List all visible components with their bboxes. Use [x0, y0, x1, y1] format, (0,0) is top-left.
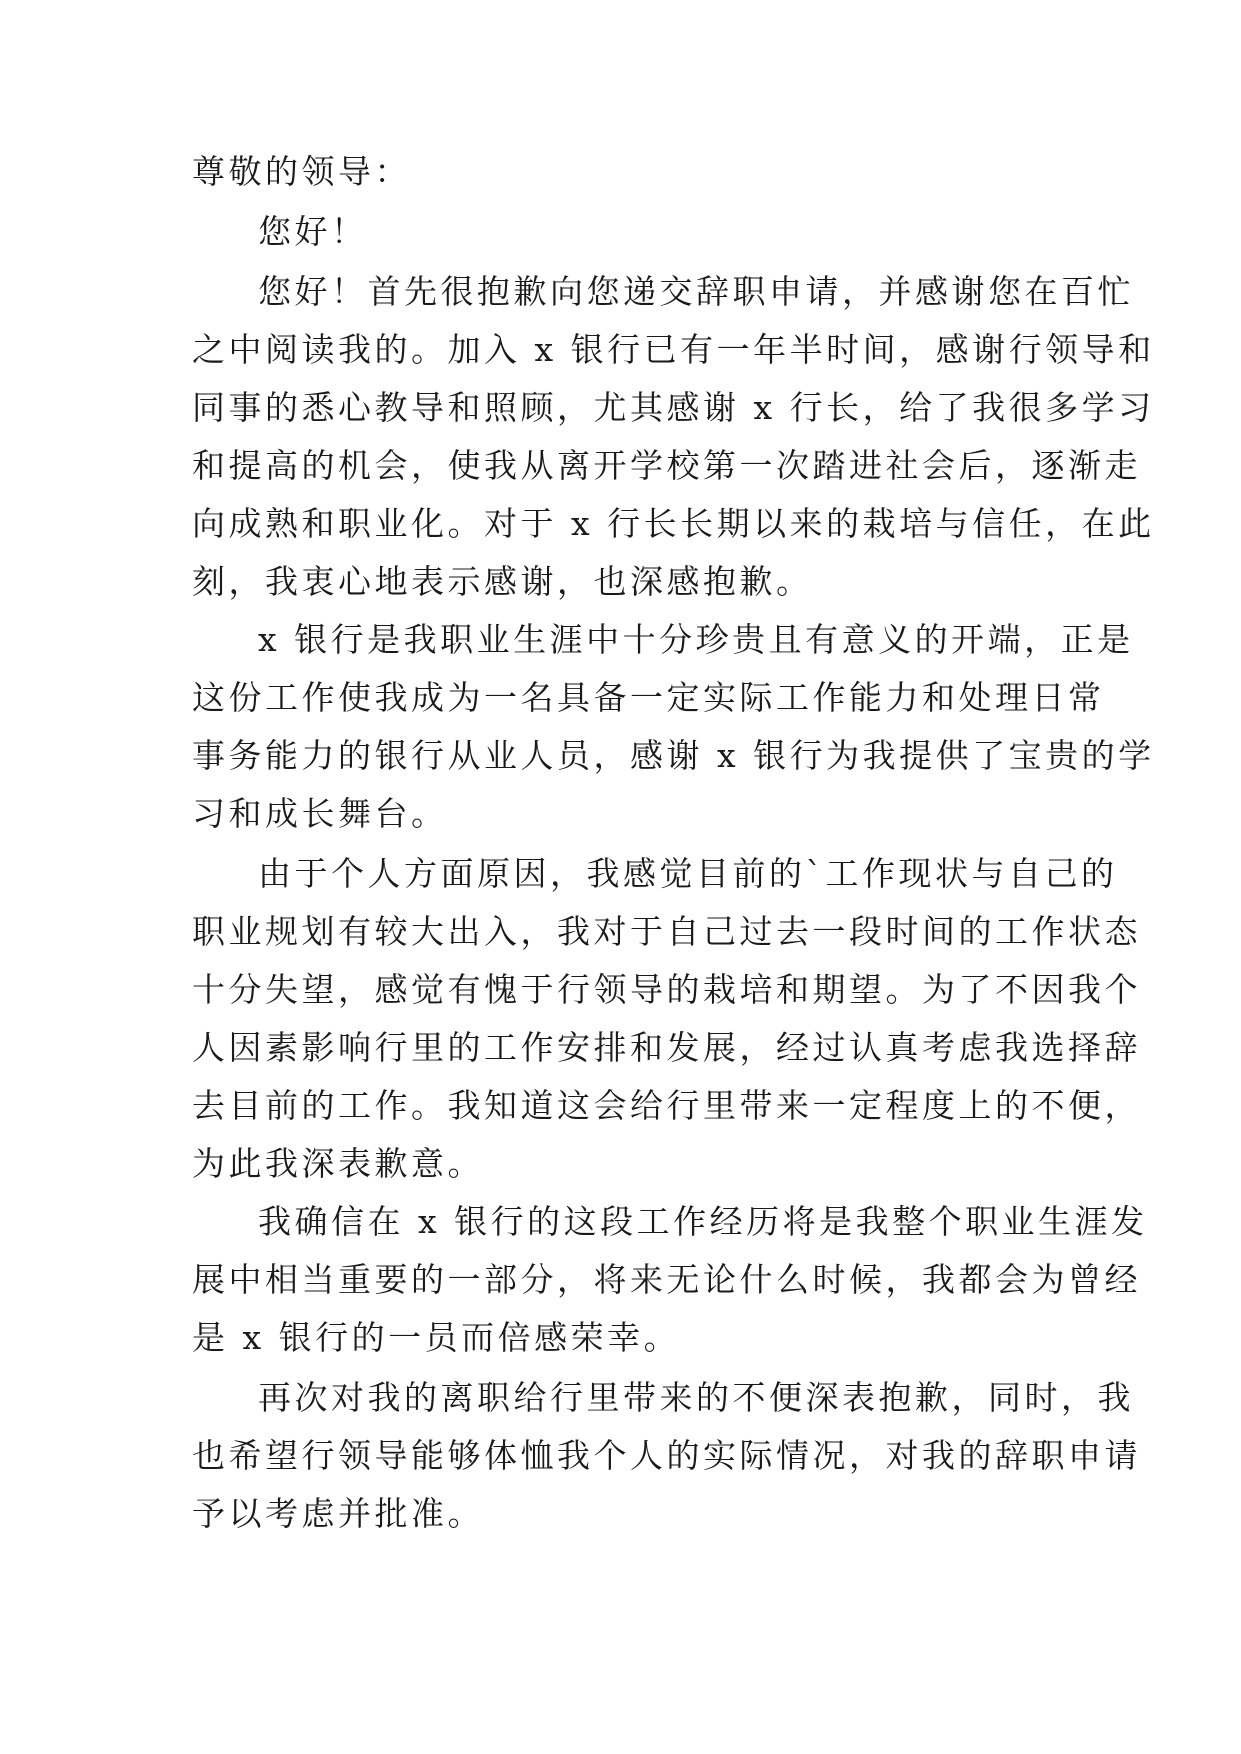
- paragraph-5-line-2: 也希望行领导能够体恤我个人的实际情况，对我的辞职申请: [192, 1436, 1141, 1475]
- paragraph-3-line-5: 去目前的工作。我知道这会给行里带来一定程度上的不便，: [192, 1086, 1141, 1125]
- paragraph-4-line-3: 是 x 银行的一员而倍感荣幸。: [192, 1318, 681, 1357]
- paragraph-5-line-1: 再次对我的离职给行里带来的不便深表抱歉，同时，我: [258, 1378, 1134, 1417]
- paragraph-5-line-3: 予以考虑并批准。: [192, 1494, 484, 1533]
- paragraph-3-line-6: 为此我深表歉意。: [192, 1144, 484, 1183]
- paragraph-2-line-3: 事务能力的银行从业人员，感谢 x 银行为我提供了宝贵的学: [192, 736, 1155, 775]
- paragraph-1-line-6: 刻，我衷心地表示感谢，也深感抱歉。: [192, 562, 813, 601]
- salutation: 尊敬的领导：: [192, 152, 411, 191]
- paragraph-3-line-4: 人因素影响行里的工作安排和发展，经过认真考虑我选择辞: [192, 1028, 1141, 1067]
- paragraph-4-line-1: 我确信在 x 银行的这段工作经历将是我整个职业生涯发: [258, 1202, 1148, 1241]
- paragraph-2-line-2: 这份工作使我成为一名具备一定实际工作能力和处理日常: [192, 678, 1105, 717]
- paragraph-1-line-4: 和提高的机会，使我从离开学校第一次踏进社会后，逐渐走: [192, 446, 1141, 485]
- paragraph-1-line-5: 向成熟和职业化。对于 x 行长长期以来的栽培与信任，在此: [192, 504, 1155, 543]
- paragraph-1-line-2: 之中阅读我的。加入 x 银行已有一年半时间，感谢行领导和: [192, 330, 1155, 369]
- paragraph-3-line-3: 十分失望，感觉有愧于行领导的栽培和期望。为了不因我个: [192, 970, 1141, 1009]
- paragraph-2-line-1: x 银行是我职业生涯中十分珍贵且有意义的开端，正是: [258, 620, 1134, 659]
- paragraph-1-line-3: 同事的悉心教导和照顾，尤其感谢 x 行长，给了我很多学习: [192, 388, 1155, 427]
- paragraph-2-line-4: 习和成长舞台。: [192, 794, 448, 833]
- greeting: 您好！: [258, 212, 368, 251]
- paragraph-4-line-2: 展中相当重要的一部分，将来无论什么时候，我都会为曾经: [192, 1260, 1141, 1299]
- paragraph-1-line-1: 您好！首先很抱歉向您递交辞职申请，并感谢您在百忙: [258, 272, 1134, 311]
- paragraph-3-line-2: 职业规划有较大出入，我对于自己过去一段时间的工作状态: [192, 912, 1141, 951]
- paragraph-3-line-1: 由于个人方面原因，我感觉目前的`工作现状与自己的: [258, 854, 1118, 893]
